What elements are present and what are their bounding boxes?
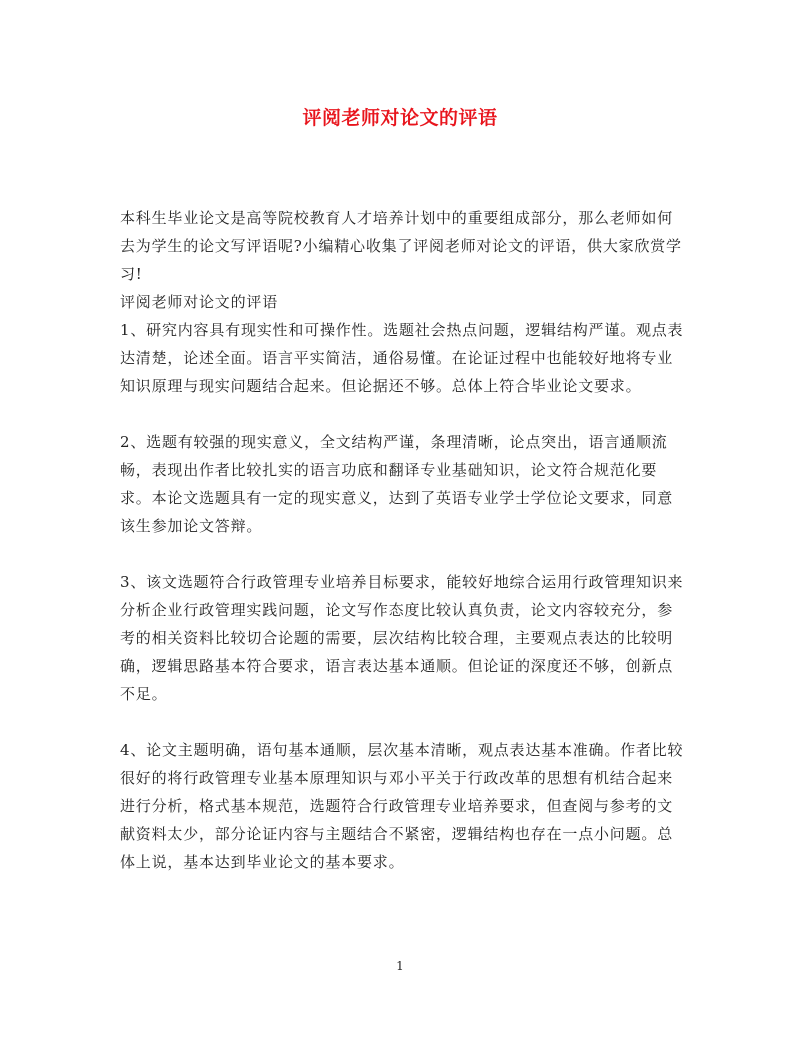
page-number: 1	[396, 959, 404, 973]
comment-paragraph-4: 4、论文主题明确，语句基本通顺，层次基本清晰，观点表达基本准确。作者比较很好的将行政管理专业基本原理知识与邓小平关于行政改革的思想有机结合起来进行分析，格式基本规范，选题符合行政管理专业培养要求，但查阅与参考的文献资料太少，部分论证内容与主题结合不紧密，逻辑结构也存在一点小问题。总体上说，基本达到毕业论文的基本要求。	[120, 741, 684, 871]
comment-paragraph-1: 1、研究内容具有现实性和可操作性。选题社会热点问题，逻辑结构严谨。观点表达清楚，论述全面。语言平实简洁，通俗易懂。在论证过程中也能较好地将专业知识原理与现实问题结合起来。但论据还不够。总体上符合毕业论文要求。	[120, 321, 684, 395]
section-heading: 评阅老师对论文的评语	[120, 293, 279, 311]
comment-paragraph-2: 2、选题有较强的现实意义，全文结构严谨，条理清晰，论点突出，语言通顺流畅，表现出作者比较扎实的语言功底和翻译专业基础知识，论文符合规范化要求。本论文选题具有一定的现实意义，达到了英语专业学士学位论文要求，同意该生参加论文答辩。	[120, 433, 674, 535]
document-body	[120, 204, 688, 876]
document-title: 评阅老师对论文的评语	[302, 107, 498, 129]
intro-paragraph: 本科生毕业论文是高等院校教育人才培养计划中的重要组成部分，那么老师如何去为学生的论文写评语呢?小编精心收集了评阅老师对论文的评语，供大家欣赏学习!	[120, 209, 682, 283]
comment-paragraph-3: 3、该文选题符合行政管理专业培养目标要求，能较好地综合运用行政管理知识来分析企业行政管理实践问题，论文写作态度比较认真负责，论文内容较充分，参考的相关资料比较切合论题的需要，层次结构比较合理，主要观点表达的比较明确，逻辑思路基本符合要求，语言表达基本通顺。但论证的深度还不够，创新点不足。	[120, 573, 684, 703]
